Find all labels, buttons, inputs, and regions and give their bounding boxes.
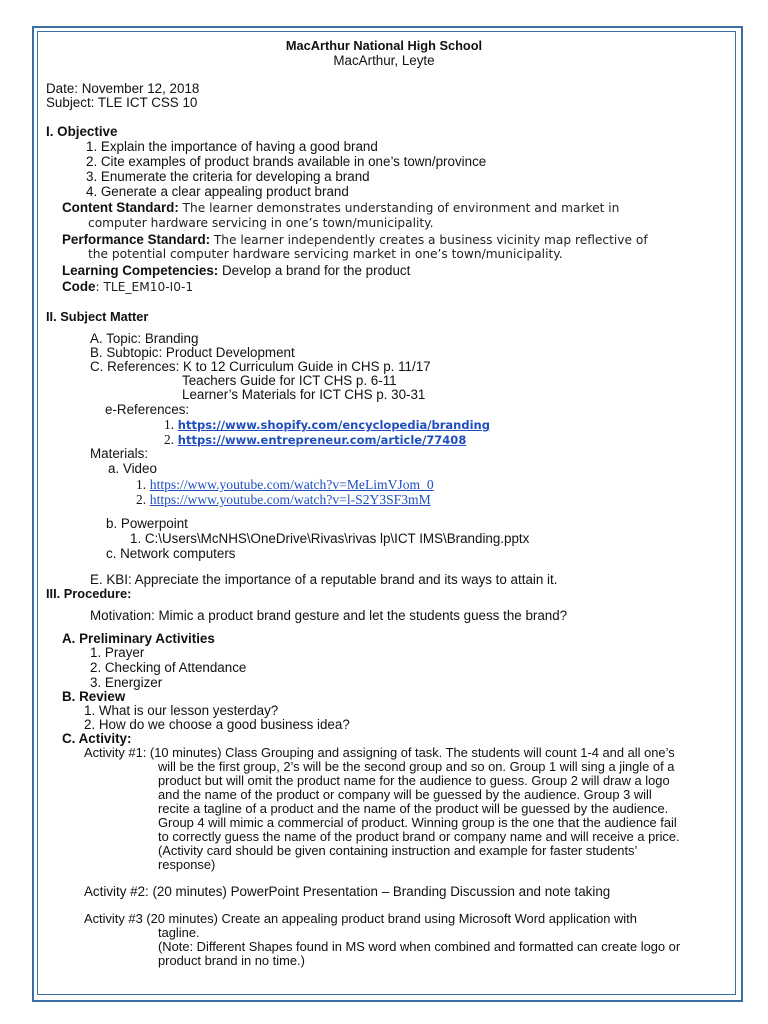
subject: Subject: TLE ICT CSS 10 bbox=[46, 95, 198, 110]
content-standard-text-cont: computer hardware servicing in one’s town/municipality. bbox=[88, 216, 434, 230]
objective-item: 3. Enumerate the criteria for developing a brand bbox=[86, 169, 370, 184]
preliminary-item: 1. Prayer bbox=[90, 645, 145, 660]
activity-3-text: product brand in no time.) bbox=[158, 953, 305, 968]
e-reference-link[interactable]: https://www.entrepreneur.com/article/77408 bbox=[177, 433, 467, 447]
topic: A. Topic: Branding bbox=[90, 331, 199, 346]
procedure-heading: III. Procedure: bbox=[46, 586, 132, 601]
activity-1-text: (Activity card should be given containing instruction and example for faster students’ bbox=[158, 843, 638, 858]
activity-1-text: to correctly guess the name of the product brand or company name and will receive a price. bbox=[158, 829, 680, 844]
powerpoint-path: 1. C:\Users\McNHS\OneDrive\Rivas\rivas lp\ICT IMS\Branding.pptx bbox=[130, 531, 530, 546]
performance-standard bbox=[62, 232, 648, 248]
e-reference-2 bbox=[164, 432, 466, 448]
code-text: : TLE_EM10-I0-1 bbox=[95, 280, 194, 294]
content-standard bbox=[62, 200, 619, 216]
subject-matter-heading: II. Subject Matter bbox=[46, 309, 149, 324]
preliminary-activities-heading: A. Preliminary Activities bbox=[62, 631, 215, 646]
performance-standard-text: The learner independently creates a business vicinity map reflective of bbox=[213, 233, 648, 247]
video-link[interactable]: https://www.youtube.com/watch?v=MeLimVJom_0 bbox=[149, 477, 434, 492]
activity-3-first-line: Activity #3 (20 minutes) Create an appealing product brand using Microsoft Word application with bbox=[84, 911, 637, 926]
kbi: E. KBI: Appreciate the importance of a reputable brand and its ways to attain it. bbox=[90, 572, 558, 587]
code-label: Code bbox=[62, 279, 96, 294]
references-teachers-guide: Teachers Guide for ICT CHS p. 6-11 bbox=[182, 373, 397, 388]
e-reference-1 bbox=[164, 417, 490, 433]
references-learners-materials: Learner’s Materials for ICT CHS p. 30-31 bbox=[182, 387, 426, 402]
references: C. References: K to 12 Curriculum Guide in CHS p. 11/17 bbox=[90, 359, 431, 374]
activity-1-first-line: Activity #1: (10 minutes) Class Grouping and assigning of task. The students will count 1-4 and all one’s bbox=[84, 745, 675, 760]
review-item: 1. What is our lesson yesterday? bbox=[84, 703, 279, 718]
video-link[interactable]: https://www.youtube.com/watch?v=l-S2Y3SF3mM bbox=[149, 492, 431, 507]
activity-3-text: tagline. bbox=[158, 925, 200, 940]
objective-item: 4. Generate a clear appealing product brand bbox=[86, 184, 349, 199]
school-name: MacArthur National High School bbox=[285, 38, 483, 53]
video-number: 1. bbox=[136, 477, 147, 492]
learning-competencies bbox=[62, 263, 410, 278]
objective-item: 1. Explain the importance of having a good brand bbox=[86, 139, 378, 154]
performance-standard-text-cont: the potential computer hardware servicing market in one’s town/municipality. bbox=[88, 247, 563, 261]
activity-1-text: response) bbox=[158, 857, 216, 872]
materials-label: Materials: bbox=[90, 446, 149, 461]
objective-heading: I. Objective bbox=[46, 124, 118, 139]
video-label: a. Video bbox=[108, 461, 157, 476]
e-reference-number: 2. bbox=[164, 432, 175, 447]
subtopic: B. Subtopic: Product Development bbox=[90, 345, 295, 360]
motivation: Motivation: Mimic a product brand gesture and let the students guess the brand? bbox=[90, 608, 568, 623]
activity-1-text: Group 4 will mimic a commercial of product. Winning group is the one that the audience fail bbox=[158, 815, 677, 830]
activity-1-text: recite a tagline of a product and the name of the product will be guessed by the audience. bbox=[158, 801, 669, 816]
activity-heading: C. Activity: bbox=[62, 731, 132, 746]
network-computers: c. Network computers bbox=[106, 546, 236, 561]
preliminary-item: 2. Checking of Attendance bbox=[90, 660, 247, 675]
activity-1-text: product but will omit the product name for the audience to guess. Group 2 will draw a logo bbox=[158, 773, 670, 788]
preliminary-item: 3. Energizer bbox=[90, 675, 163, 690]
review-item: 2. How do we choose a good business idea? bbox=[84, 717, 350, 732]
e-reference-number: 1. bbox=[164, 417, 175, 432]
activity-1-text: will be the first group, 2’s will be the second group and so on. Group 1 will sing a jingle of a bbox=[158, 759, 675, 774]
video-link-1 bbox=[136, 477, 434, 492]
competencies-text: Develop a brand for the product bbox=[222, 263, 411, 278]
content-standard-text: The learner demonstrates understanding of environment and market in bbox=[182, 201, 620, 215]
code bbox=[62, 279, 193, 295]
activity-3-text: (Note: Different Shapes found in MS word when combined and formatted can create logo or bbox=[158, 939, 681, 954]
performance-standard-label: Performance Standard: bbox=[62, 232, 211, 247]
activity-2: Activity #2: (20 minutes) PowerPoint Presentation – Branding Discussion and note taking bbox=[84, 884, 611, 899]
content-standard-label: Content Standard: bbox=[62, 200, 179, 215]
date: Date: November 12, 2018 bbox=[46, 81, 200, 96]
objective-item: 2. Cite examples of product brands available in one’s town/province bbox=[86, 154, 487, 169]
e-reference-link[interactable]: https://www.shopify.com/encyclopedia/branding bbox=[177, 418, 490, 432]
video-link-2 bbox=[136, 492, 431, 507]
review-heading: B. Review bbox=[62, 689, 126, 704]
video-number: 2. bbox=[136, 492, 147, 507]
competencies-label: Learning Competencies: bbox=[62, 263, 219, 278]
school-location: MacArthur, Leyte bbox=[333, 53, 435, 68]
activity-1-text: and the name of the product or company will be guessed by the audience. Group 3 will bbox=[158, 787, 652, 802]
e-references-label: e-References: bbox=[105, 402, 190, 417]
powerpoint-label: b. Powerpoint bbox=[106, 516, 188, 531]
